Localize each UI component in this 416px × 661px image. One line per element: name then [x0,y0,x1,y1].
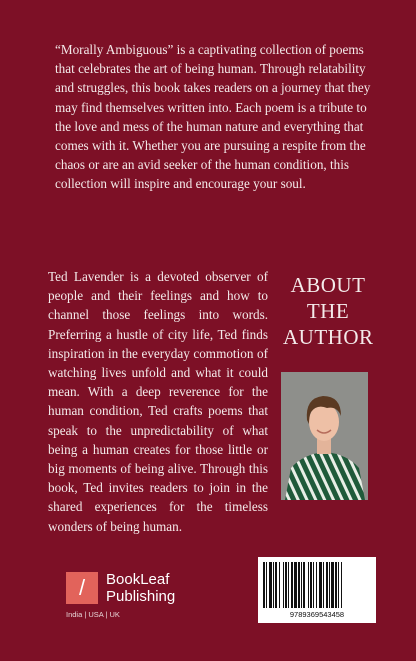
author-portrait-illustration [281,372,368,500]
author-photo [281,372,368,500]
about-heading-line-1: ABOUT [290,273,366,297]
isbn-barcode [258,557,376,623]
barcode-bar [313,562,314,608]
barcode-bar [266,562,267,608]
barcode-bar [303,562,305,608]
barcode-bar [291,562,293,608]
book-blurb: “Morally Ambiguous” is a captivating collection of poems that celebrates the art of being human. Through relatability and struggles, this book takes readers on a journey that they may find themselves written into. Each poem is a tribute to the love and mess of the human nature and everything that comes with it. Whether you are pursuing a respite from the chaos or are an avid seeker of the human condition, this collection will inspire and encourage your soul. [55,42,371,192]
barcode-bar [329,562,330,608]
barcode-bar [298,562,300,608]
about-heading-line-2: THE [306,299,350,323]
barcode-bar [275,562,277,608]
barcode-bar [319,562,322,608]
publisher-name-line-1: BookLeaf [106,571,170,588]
barcode-bar [308,562,309,608]
barcode-bar [279,562,280,608]
barcode-bars [263,562,371,608]
barcode-bar [335,562,337,608]
publisher-name [106,571,216,605]
barcode-bar [263,562,265,608]
barcode-bar [301,562,302,608]
barcode-bar [310,562,312,608]
barcode-bar [294,562,297,608]
barcode-bar [283,562,284,608]
about-author-heading [283,272,373,350]
barcode-bar [341,562,342,608]
barcode-bar [288,562,289,608]
about-heading-line-3: AUTHOR [283,325,374,349]
publisher-regions: India | USA | UK [66,610,120,619]
barcode-bar [316,562,317,608]
publisher-logo-icon: / [66,572,98,604]
barcode-bar [326,562,328,608]
isbn-number: 9789369543458 [289,610,345,619]
publisher-name-line-2: Publishing [106,588,176,605]
barcode-bar [323,562,324,608]
barcode-bar [338,562,339,608]
author-bio: Ted Lavender is a devoted observer of people and their feelings and how to channel those feelings into words. Preferring a hustle of city life, Ted finds inspiration in the everyday commotion of watching lives unfold and what it could mean. With a deep reverence for the human condition, Ted crafts poems that speak to the unpredictability of what being a human creates for those little or big moments of being alive. Through this book, Ted invites readers to join in the shared experiences for the timeless wonders of being human. [48,269,268,534]
barcode-bar [269,562,272,608]
barcode-bar [273,562,274,608]
barcode-bar [285,562,287,608]
barcode-bar [331,562,334,608]
